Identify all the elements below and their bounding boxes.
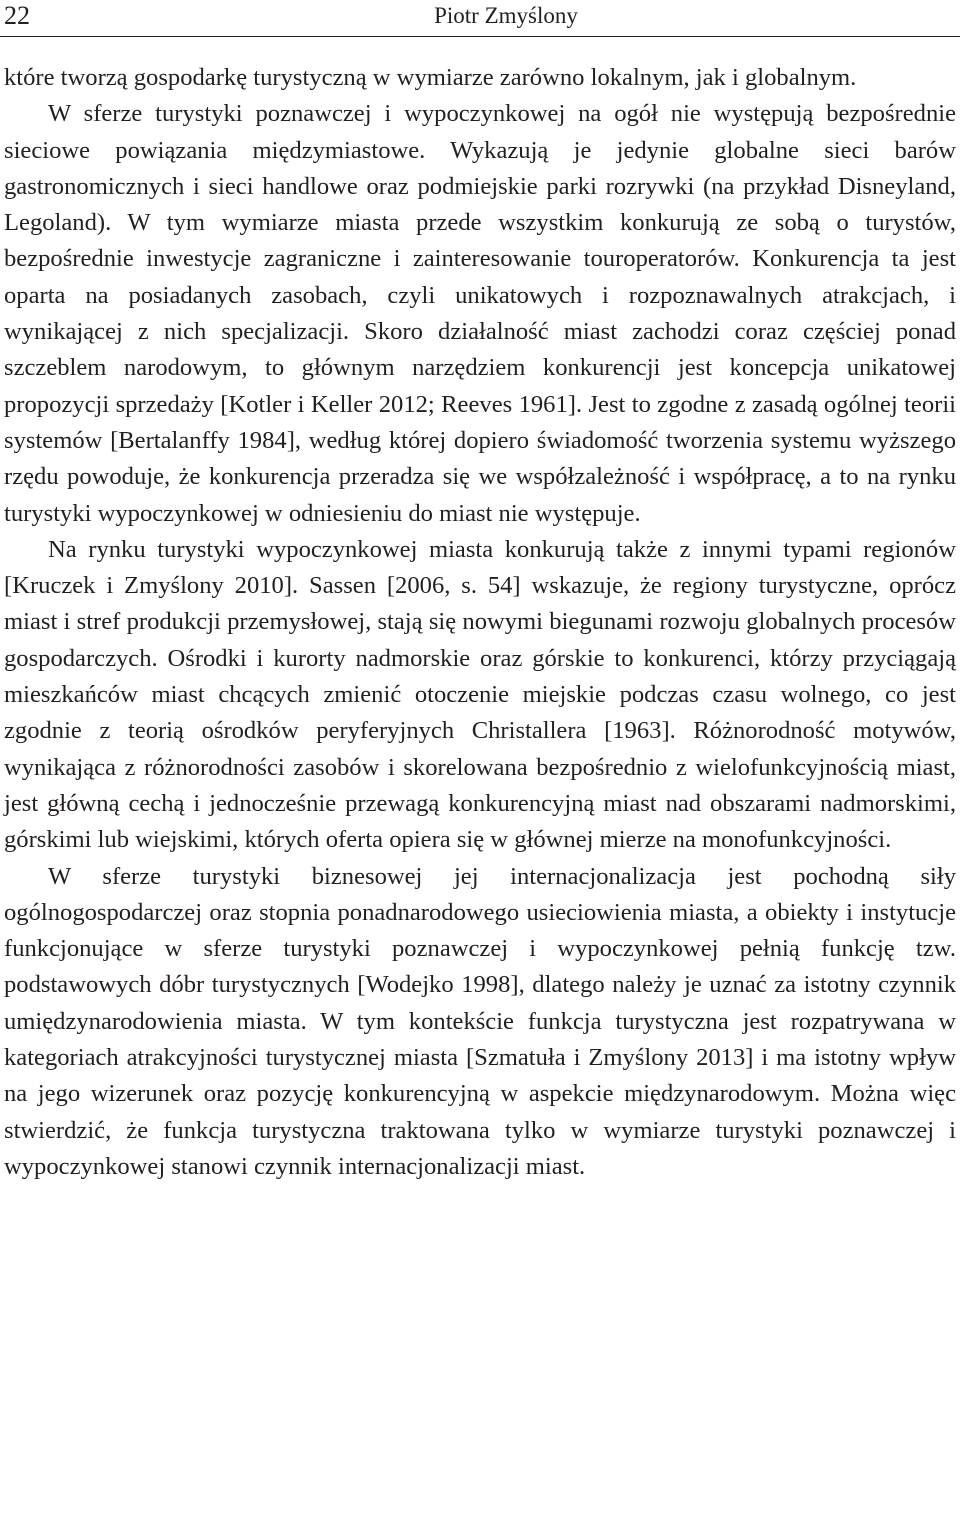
paragraph-business-tourism: W sferze turystyki biznesowej jej internacjonalizacja jest pochodną siły ogólnogospodarczej oraz stopnia ponadnarodowego usieciowienia miasta, a obiekty i instytucje funkcjonujące w sferze turystyki poznawczej i wypoczynkowej pełnią funkcję tzw. podstawowych dóbr turystycznych [Wodejko 1998], dlatego należy je uznać za istotny czynnik umiędzynarodowienia miasta. W tym kontekście funkcja turystyczna jest rozpatrywana w kategoriach atrakcyjności turystycznej miasta [Szmatuła i Zmyślony 2013] i ma istotny wpływ na jego wizerunek oraz pozycję konkurencyjną w aspekcie międzynarodowym. Można więc stwierdzić, że funkcja turystyczna traktowana tylko w wymiarze turystyki poznawczej i wypoczynkowej stanowi czynnik internacjonalizacji miast. [4, 862, 956, 1180]
paragraph-leisure-market: Na rynku turystyki wypoczynkowej miasta konkurują także z innymi typami regionów [Kruczek i Zmyślony 2010]. Sassen [2006, s. 54] wskazuje, że regiony turystyczne, oprócz miast i stref produkcji przemysłowej, stają się nowymi biegunami rozwoju globalnych procesów gospodarczych. Ośrodki i kurorty nadmorskie oraz górskie to konkurenci, którzy przyciągają mieszkańców miast chcących zmienić otoczenie miejskie podczas czasu wolnego, co jest zgodnie z teorią ośrodków peryferyjnych Christallera [1963]. Różnorodność motywów, wynikająca z różnorodności zasobów i skorelowana bezpośrednio z wielofunkcyjnością miast, jest główną cechą i jednocześnie przewagą konkurencyjną miast nad obszarami nadmorskimi, górskimi lub wiejskimi, których oferta opiera się w głównej mierze na monofunkcyjności. [4, 535, 956, 854]
body-text [4, 60, 956, 1185]
running-head-author: Piotr Zmyślony [434, 3, 578, 28]
page-number: 22 [4, 1, 30, 30]
running-head [0, 0, 960, 37]
paragraph-continuation: które tworzą gospodarkę turystyczną w wymiarze zarówno lokalnym, jak i globalnym. [4, 64, 857, 91]
paragraph-sightseeing-tourism: W sferze turystyki poznawczej i wypoczynkowej na ogół nie występują bezpośrednie sieciowe powiązania międzymiastowe. Wykazują je jedynie globalne sieci barów gastronomicznych i sieci handlowe oraz podmiejskie parki rozrywki (na przykład Disneyland, Legoland). W tym wymiarze miasta przede wszystkim konkurują ze sobą o turystów, bezpośrednie inwestycje zagraniczne i zainteresowanie touroperatorów. Konkurencja ta jest oparta na posiadanych zasobach, czyli unikatowych i rozpoznawalnych atrakcjach, i wynikającej z nich specjalizacji. Skoro działalność miast zachodzi coraz częściej ponad szczeblem narodowym, to głównym narzędziem konkurencji jest koncepcja unikatowej propozycji sprzedaży [Kotler i Keller 2012; Reeves 1961]. Jest to zgodne z zasadą ogólnej teorii systemów [Bertalanffy 1984], według której dopiero świadomość tworzenia systemu wyższego rzędu powoduje, że konkurencja przeradza się we współzależność i współpracę, a to na rynku turystyki wypoczynkowej w odniesieniu do miast nie występuje. [4, 100, 956, 527]
